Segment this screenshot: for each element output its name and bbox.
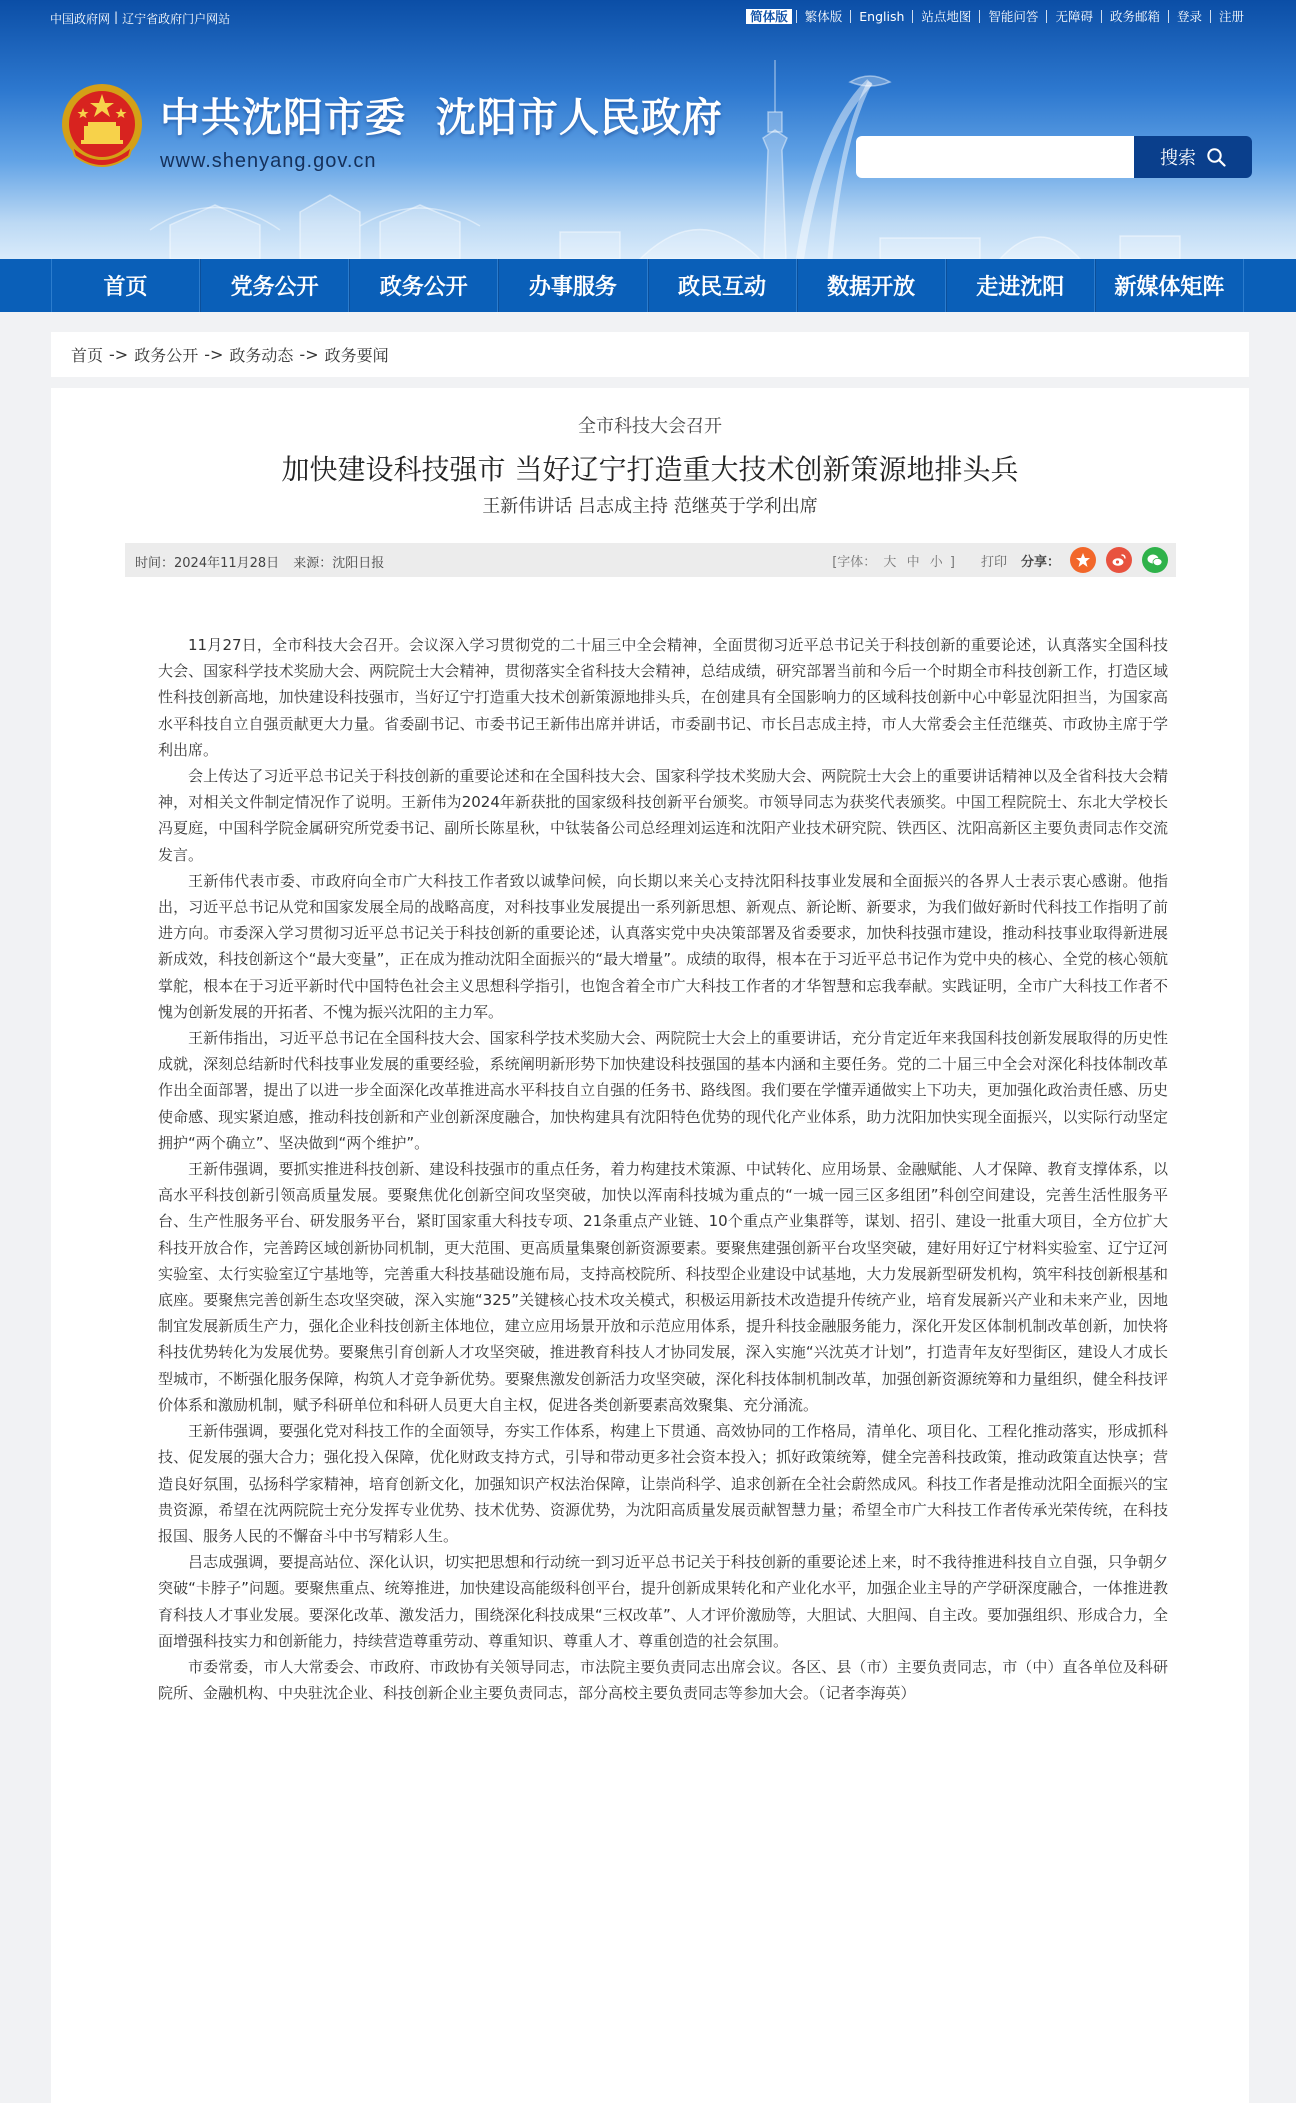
nav-item-open-data[interactable]: 数据开放 [797, 259, 946, 312]
breadcrumb-gov-affairs[interactable]: 政务公开 [134, 346, 199, 365]
font-size-end: ] [949, 554, 955, 570]
nav-item-gov-affairs[interactable]: 政务公开 [349, 259, 498, 312]
topbar-right-links [746, 9, 1252, 24]
wechat-icon[interactable] [1142, 547, 1168, 573]
article-paragraph: 会上传达了习近平总书记关于科技创新的重要论述和在全国科技大会、国家科学技术奖励大会、两院院士大会上的重要讲话精神以及全省科技大会精神，对相关文件制定情况作了说明。王新伟为2024年新获批的国家级科技创新平台颁奖。市领导同志为获奖代表颁奖。中国工程院院士、东北大学校长冯夏庭，中国科学院金属研究所党委书记、副所长陈星秋，中钛装备公司总经理刘运连和沈阳产业技术研究院、铁西区、沈阳高新区主要负责同志作交流发言。 [158, 767, 1168, 864]
topbar-divider: | [114, 10, 119, 24]
font-size-control [832, 551, 955, 570]
search-button-label: 搜索 [1160, 148, 1196, 169]
topbar-link-smart-qa[interactable]: 智能问答 [979, 10, 1046, 23]
article-kicker: 全市科技大会召开 [578, 416, 722, 437]
nav-item-services[interactable]: 办事服务 [498, 259, 647, 312]
article-title: 加快建设科技强市 当好辽宁打造重大技术创新策源地排头兵 [281, 453, 1019, 486]
star-share-icon[interactable] [1070, 547, 1096, 573]
article-body [158, 632, 1168, 1706]
font-size-medium[interactable]: 中 [906, 554, 920, 570]
article-paragraph: 吕志成强调，要提高站位、深化认识，切实把思想和行动统一到习近平总书记关于科技创新的重要论述上来，时不我待推进科技自立自强，只争朝夕突破“卡脖子”问题。要聚焦重点、统筹推进，加快建设高能级科创平台，提升创新成果转化和产业化水平，加强企业主导的产学研深度融合，一体推进教育科技人才事业发展。要深化改革、激发活力，围绕深化科技成果“三权改革”、人才评价激励等，大胆试、大胆闯、自主改。要加强组织、形成合力，全面增强科技实力和创新能力，持续营造尊重劳动、尊重知识、尊重人才、尊重创造的社会氛围。 [158, 1553, 1168, 1650]
national-emblem-icon [57, 80, 147, 176]
breadcrumb-headlines[interactable]: 政务要闻 [324, 346, 389, 365]
source-value: 沈阳日报 [332, 556, 385, 571]
breadcrumb-home[interactable]: 首页 [71, 346, 104, 365]
site-url: www.shenyang.gov.cn [160, 150, 377, 172]
site-title: 中共沈阳市委 沈阳市人民政府 [160, 95, 723, 141]
topbar-left-links [50, 10, 230, 27]
topbar-link-traditional[interactable]: 繁体版 [796, 10, 851, 23]
site-header [0, 0, 1296, 259]
print-button[interactable]: 打印 [980, 554, 1007, 570]
article-paragraph: 王新伟指出，习近平总书记在全国科技大会、国家科学技术奖励大会、两院院士大会上的重要讲话，充分肯定近年来我国科技创新发展取得的历史性成就，深刻总结新时代科技事业发展的重要经验，系统阐明新形势下加快建设科技强国的基本内涵和主要任务。党的二十届三中全会对深化科技体制改革作出全面部署，提出了以进一步全面深化改革推进高水平科技自立自强的任务书、路线图。我们要在学懂弄通做实上下功夫，更加强化政治责任感、历史使命感、现实紧迫感，推动科技创新和产业创新深度融合，加快构建具有沈阳特色优势的现代化产业体系，助力沈阳加快实现全面振兴，以实际行动坚定拥护“两个确立”、坚决做到“两个维护”。 [158, 1029, 1168, 1152]
article-subtitle: 王新伟讲话 吕志成主持 范继英于学利出席 [482, 496, 818, 517]
search-input[interactable] [856, 136, 1134, 178]
topbar-link-liaoning[interactable]: 辽宁省政府门户网站 [122, 12, 231, 26]
source-label: 来源： [293, 556, 333, 571]
topbar-link-sitemap[interactable]: 站点地图 [912, 10, 979, 23]
topbar-link-register[interactable]: 注册 [1210, 10, 1252, 23]
magnifier-icon [1206, 147, 1226, 167]
breadcrumb-separator: -> [204, 345, 224, 364]
article-paragraph: 11月27日，全市科技大会召开。会议深入学习贯彻党的二十届三中全会精神，全面贯彻习近平总书记关于科技创新的重要论述，认真落实全国科技大会、国家科学技术奖励大会、两院院士大会精神，贯彻落实全省科技大会精神，总结成绩，研究部署当前和今后一个时期全市科技创新工作，打造区域性科技创新高地，加快建设科技强市，当好辽宁打造重大技术创新策源地排头兵，在创建具有全国影响力的区域科技创新中心中彰显沈阳担当，为国家高水平科技自立自强贡献更大力量。省委副书记、市委书记王新伟出席并讲话，市委副书记、市长吕志成主持，市人大常委会主任范继英、市政协主席于学利出席。 [158, 636, 1168, 759]
font-size-label: [字体： [832, 554, 877, 570]
main-nav [0, 259, 1296, 312]
topbar-link-english[interactable]: English [850, 10, 912, 23]
topbar-link-accessibility[interactable]: 无障碍 [1046, 10, 1101, 23]
article-meta-info [135, 552, 384, 571]
topbar-link-gov[interactable]: 中国政府网 [50, 12, 111, 26]
breadcrumb [51, 332, 1249, 377]
share-label: 分享： [1020, 554, 1060, 570]
publish-date: 2024年11月28日 [174, 556, 280, 571]
topbar-link-login[interactable]: 登录 [1168, 10, 1210, 23]
search-button[interactable] [1134, 136, 1252, 178]
topbar-link-mailbox[interactable]: 政务邮箱 [1101, 10, 1168, 23]
article-paragraph: 王新伟代表市委、市政府向全市广大科技工作者致以诚挚问候，向长期以来关心支持沈阳科技事业发展和全面振兴的各界人士表示衷心感谢。他指出，习近平总书记从党和国家发展全局的战略高度，对科技事业发展提出一系列新思想、新观点、新论断、新要求，为我们做好新时代科技工作指明了前进方向。市委深入学习贯彻习近平总书记关于科技创新的重要论述，认真落实党中央决策部署及省委要求，加快科技强市建设，推动科技事业取得新进展新成效，科技创新这个“最大变量”，正在成为推动沈阳全面振兴的“最大增量”。成绩的取得，根本在于习近平总书记作为党中央的核心、全党的核心领航掌舵，根本在于习近平新时代中国特色社会主义思想科学指引，也饱含着全市广大科技工作者的才华智慧和忘我奉献。实践证明，全市广大科技工作者不愧为创新发展的开拓者、不愧为振兴沈阳的主力军。 [158, 871, 1168, 1021]
nav-item-interaction[interactable]: 政民互动 [648, 259, 797, 312]
font-size-small[interactable]: 小 [929, 554, 943, 570]
topbar-link-simplified[interactable]: 简体版 [746, 9, 792, 24]
nav-item-party-affairs[interactable]: 党务公开 [200, 259, 349, 312]
breadcrumb-gov-news[interactable]: 政务动态 [229, 346, 294, 365]
breadcrumb-separator: -> [109, 345, 129, 364]
article-meta-bar [125, 543, 1176, 577]
article-paragraph: 王新伟强调，要抓实推进科技创新、建设科技强市的重点任务，着力构建技术策源、中试转化、应用场景、金融赋能、人才保障、教育支撑体系，以高水平科技创新引领高质量发展。要聚焦优化创新空间攻坚突破，加快以浑南科技城为重点的“一城一园三区多组团”科创空间建设，完善生活性服务平台、生产性服务平台、研发服务平台，紧盯国家重大科技专项、21条重点产业链、10个重点产业集群等，谋划、招引、建设一批重大项目，全方位扩大科技开放合作，完善跨区域创新协同机制，更大范围、更高质量集聚创新资源要素。要聚焦建强创新平台攻坚突破，建好用好辽宁材料实验室、辽宁辽河实验室、太行实验室辽宁基地等，完善重大科技基础设施布局，支持高校院所、科技型企业建设中试基地，大力发展新型研发机构，筑牢科技创新根基和底座。要聚焦完善创新生态攻坚突破，深入实施“325”关键核心技术攻关模式，积极运用新技术改造提升传统产业，培育发展新兴产业和未来产业，因地制宜发展新质生产力，强化企业科技创新主体地位，建立应用场景开放和示范应用体系，提升科技金融服务能力，深化开发区体制机制改革创新，加快将科技优势转化为发展优势。要聚焦引育创新人才攻坚突破，推进教育科技人才协同发展，深入实施“兴沈英才计划”，打造青年友好型街区，建设人才成长型城市，不断强化服务保障，构筑人才竞争新优势。要聚焦激发创新活力攻坚突破，深化科技体制机制改革，加强创新资源统筹和力量组织，健全科技评价体系和激励机制，赋予科研单位和科研人员更大自主权，促进各类创新要素高效聚集、充分涌流。 [158, 1160, 1168, 1414]
weibo-icon[interactable] [1106, 547, 1132, 573]
nav-item-about-shenyang[interactable]: 走进沈阳 [946, 259, 1095, 312]
nav-item-home[interactable]: 首页 [51, 259, 200, 312]
search-box [856, 136, 1252, 178]
font-size-large[interactable]: 大 [883, 554, 897, 570]
article-panel [51, 388, 1249, 2103]
article-tools [832, 547, 1168, 573]
time-label: 时间： [135, 556, 175, 571]
breadcrumb-separator: -> [299, 345, 319, 364]
article-paragraph: 市委常委，市人大常委会、市政府、市政协有关领导同志，市法院主要负责同志出席会议。各区、县（市）主要负责同志，市（中）直各单位及科研院所、金融机构、中央驻沈企业、科技创新企业主要负责同志，部分高校主要负责同志等参加大会。（记者李海英） [158, 1657, 1168, 1703]
nav-item-new-media[interactable]: 新媒体矩阵 [1095, 259, 1244, 312]
article-paragraph: 王新伟强调，要强化党对科技工作的全面领导，夯实工作体系，构建上下贯通、高效协同的工作格局，清单化、项目化、工程化推动落实，形成抓科技、促发展的强大合力；强化投入保障，优化财政支持方式，引导和带动更多社会资本投入；抓好政策统筹，健全完善科技政策，推动政策直达快享；营造良好氛围，弘扬科学家精神，培育创新文化，加强知识产权法治保障，让崇尚科学、追求创新在全社会蔚然成风。科技工作者是推动沈阳全面振兴的宝贵资源，希望在沈两院院士充分发挥专业优势、技术优势、资源优势，为沈阳高质量发展贡献智慧力量；希望全市广大科技工作者传承光荣传统，在科技报国、服务人民的不懈奋斗中书写精彩人生。 [158, 1422, 1168, 1545]
